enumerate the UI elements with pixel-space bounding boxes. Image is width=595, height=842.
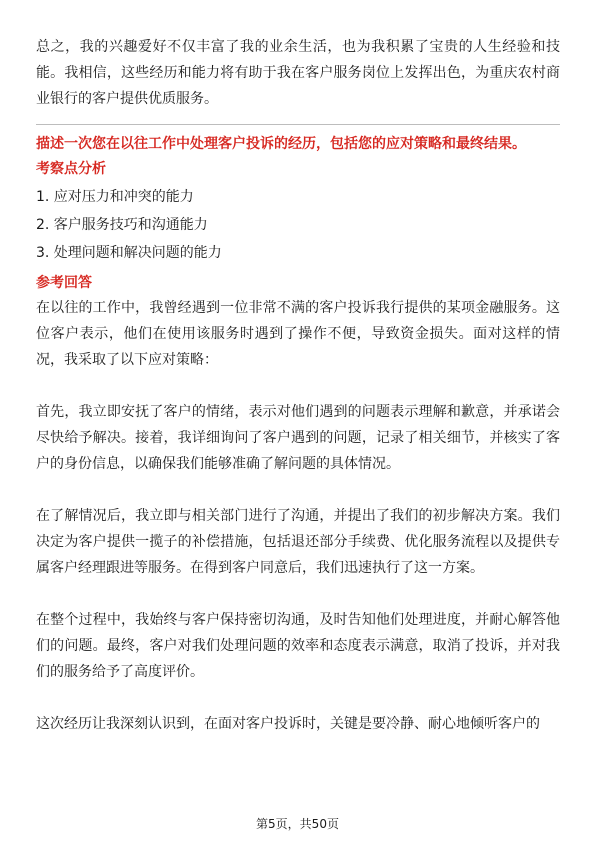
analysis-heading: 考察点分析 [36,161,106,177]
section-divider [36,124,560,125]
analysis-point-list [36,183,560,267]
answer-heading: 参考回答 [36,275,92,291]
answer-paragraph: 在以往的工作中，我曾经遇到一位非常不满的客户投诉我行提供的某项金融服务。这位客户表示，他们在使用该服务时遇到了操作不便，导致资金损失。面对这样的情况，我采取了以下应对策略： [36,300,560,368]
analysis-point: 2. 客户服务技巧和沟通能力 [36,217,208,233]
answer-paragraph: 在了解情况后，我立即与相关部门进行了沟通，并提出了我们的初步解决方案。我们决定为客户提供一揽子的补偿措施，包括退还部分手续费、优化服务流程以及提供专属客户经理跟进等服务。在得到客户同意后，我们迅速执行了这一方案。 [36,508,560,576]
page-content [36,34,560,737]
analysis-point: 1. 应对压力和冲突的能力 [36,189,194,205]
answer-paragraph: 在整个过程中，我始终与客户保持密切沟通，及时告知他们处理进度，并耐心解答他们的问题。最终，客户对我们处理问题的效率和态度表示满意，取消了投诉，并对我们的服务给予了高度评价。 [36,612,560,680]
page-number: 第5页，共50页 [256,817,339,831]
answer-paragraph: 首先，我立即安抚了客户的情绪，表示对他们遇到的问题表示理解和歉意，并承诺会尽快给予解决。接着，我详细询问了客户遇到的问题，记录了相关细节，并核实了客户的身份信息，以确保我们能够准确了解问题的具体情况。 [36,404,560,472]
answer-paragraph: 这次经历让我深刻认识到，在面对客户投诉时，关键是要冷静、耐心地倾听客户的 [36,716,540,732]
analysis-point: 3. 处理问题和解决问题的能力 [36,245,222,261]
intro-paragraph: 总之，我的兴趣爱好不仅丰富了我的业余生活，也为我积累了宝贵的人生经验和技能。我相信，这些经历和能力将有助于我在客户服务岗位上发挥出色，为重庆农村商业银行的客户提供优质服务。 [36,39,560,107]
interview-question: 描述一次您在以往工作中处理客户投诉的经历，包括您的应对策略和最终结果。 [36,136,526,152]
